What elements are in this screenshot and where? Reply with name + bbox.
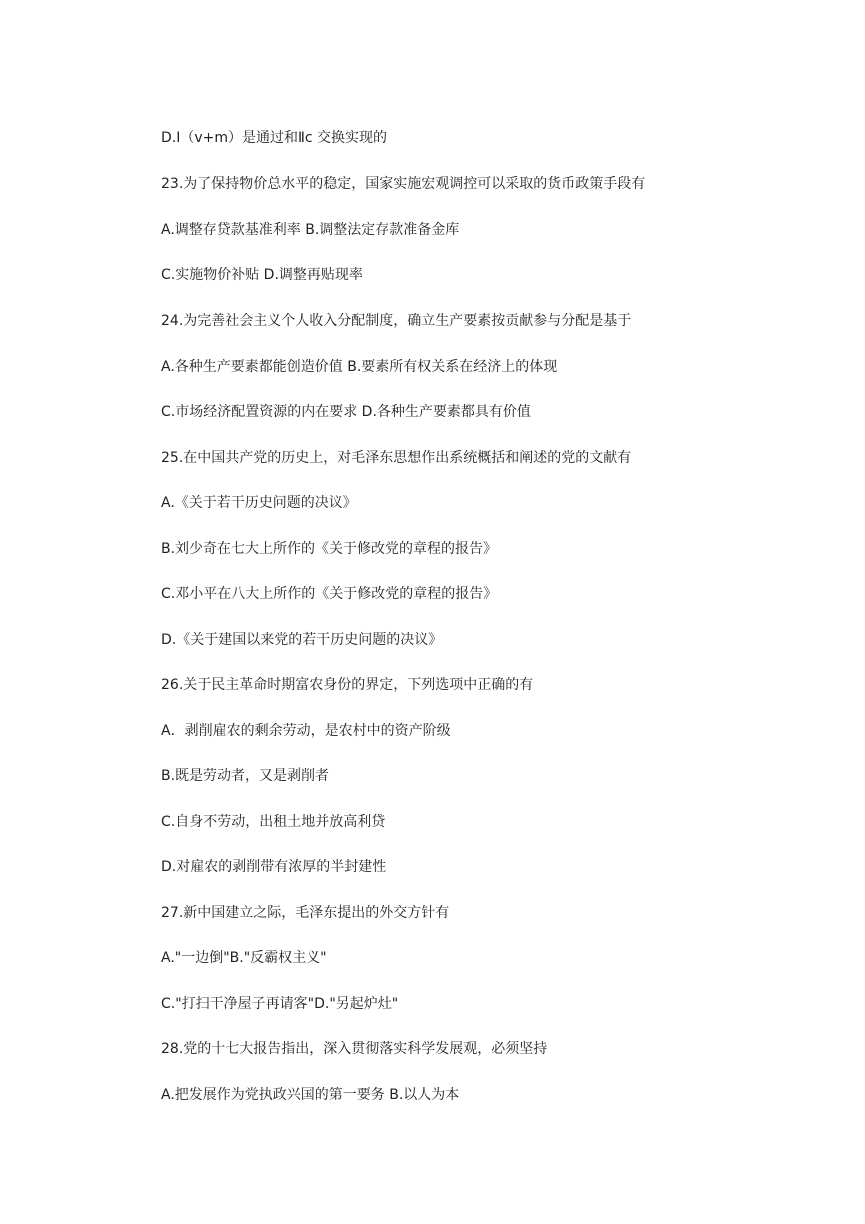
- options-24-ab: A.各种生产要素都能创造价值 B.要素所有权关系在经济上的体现: [161, 359, 558, 375]
- question-24: 24.为完善社会主义个人收入分配制度，确立生产要素按贡献参与分配是基于: [161, 313, 632, 329]
- options-24-cd: C.市场经济配置资源的内在要求 D.各种生产要素都具有价值: [161, 404, 531, 420]
- option-25-d: D.《关于建国以来党的若干历史问题的决议》: [161, 632, 443, 648]
- option-25-b: B.刘少奇在七大上所作的《关于修改党的章程的报告》: [161, 541, 498, 557]
- option-26-a: A．剥削雇农的剩余劳动，是农村中的资产阶级: [161, 723, 451, 739]
- options-23-ab: A.调整存贷款基准利率 B.调整法定存款准备金库: [161, 222, 460, 238]
- options-27-cd: C."打扫干净屋子再请客"D."另起炉灶": [161, 996, 399, 1012]
- option-26-c: C.自身不劳动，出租土地并放高利贷: [161, 814, 386, 830]
- option-25-a: A.《关于若干历史问题的决议》: [161, 495, 357, 511]
- question-23: 23.为了保持物价总水平的稳定，国家实施宏观调控可以采取的货币政策手段有: [161, 176, 646, 192]
- options-23-cd: C.实施物价补贴 D.调整再贴现率: [161, 267, 363, 283]
- option-25-c: C.邓小平在八大上所作的《关于修改党的章程的报告》: [161, 586, 498, 602]
- option-26-d: D.对雇农的剥削带有浓厚的半封建性: [161, 859, 387, 875]
- question-28: 28.党的十七大报告指出，深入贯彻落实科学发展观，必须坚持: [161, 1041, 548, 1057]
- question-25: 25.在中国共产党的历史上，对毛泽东思想作出系统概括和阐述的党的文献有: [161, 450, 632, 466]
- option-26-b: B.既是劳动者，又是剥削者: [161, 768, 330, 784]
- option-22-d: D.Ⅰ（v+m）是通过和Ⅱc 交换实现的: [161, 130, 388, 146]
- question-26: 26.关于民主革命时期富农身份的界定，下列选项中正确的有: [161, 677, 534, 693]
- options-28-ab: A.把发展作为党执政兴国的第一要务 B.以人为本: [161, 1087, 460, 1103]
- question-27: 27.新中国建立之际，毛泽东提出的外交方针有: [161, 905, 450, 921]
- options-27-ab: A."一边倒"B."反霸权主义": [161, 950, 327, 966]
